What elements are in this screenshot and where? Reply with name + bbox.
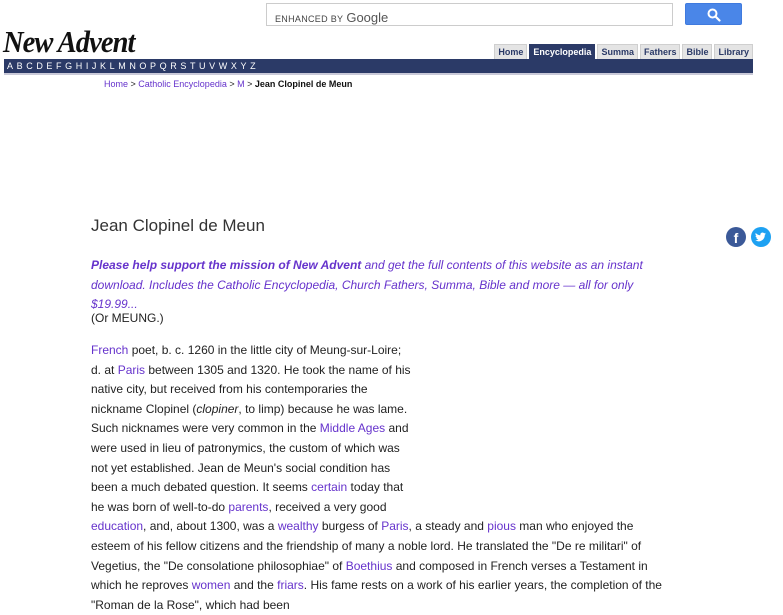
- support-notice-text: and get the full contents of this website as an instant download. Includes the Catholic Encyclopedia, Church Fathers, Summa, Bible and more — all for only $19.99...: [91, 258, 643, 312]
- breadcrumb-sep: >: [244, 79, 255, 89]
- alpha-link-c[interactable]: C: [26, 61, 33, 71]
- alpha-link-g[interactable]: G: [65, 61, 73, 71]
- facebook-icon[interactable]: f: [726, 227, 746, 247]
- nav-library[interactable]: Library: [714, 44, 753, 60]
- search-input[interactable]: [266, 3, 673, 26]
- link-education[interactable]: education: [91, 519, 144, 534]
- link-paris[interactable]: Paris: [117, 362, 146, 377]
- breadcrumb-sep: >: [226, 79, 238, 89]
- alpha-link-p[interactable]: P: [150, 61, 157, 71]
- link-french[interactable]: French: [91, 343, 129, 357]
- alpha-link-f[interactable]: F: [56, 61, 62, 71]
- alpha-link-u[interactable]: U: [199, 61, 206, 71]
- breadcrumb-home[interactable]: Home: [104, 79, 129, 89]
- twitter-bird-icon: [751, 227, 771, 247]
- link-pious[interactable]: pious: [487, 519, 516, 534]
- alpha-link-m[interactable]: M: [118, 61, 126, 71]
- site-logo[interactable]: New Advent: [3, 24, 135, 59]
- alpha-link-r[interactable]: R: [170, 61, 177, 71]
- alpha-link-a[interactable]: A: [7, 61, 14, 71]
- text: , a steady and: [408, 519, 488, 534]
- search-button[interactable]: [685, 3, 742, 25]
- page-title: Jean Clopinel de Meun: [91, 216, 265, 235]
- text: poet, b. c. 1260 in the little city of Meung-sur-Loire; d. at: [91, 343, 402, 377]
- alpha-link-k[interactable]: K: [100, 61, 107, 71]
- alpha-link-y[interactable]: Y: [240, 61, 247, 71]
- breadcrumb-encyclopedia[interactable]: Catholic Encyclopedia: [138, 79, 227, 89]
- alpha-link-s[interactable]: S: [180, 61, 187, 71]
- article-paragraph: [91, 341, 666, 615]
- twitter-icon[interactable]: [751, 227, 771, 247]
- nav-fathers[interactable]: Fathers: [640, 44, 681, 60]
- text: today that he was born of well-to-do: [91, 480, 404, 514]
- nav-bible[interactable]: Bible: [682, 44, 712, 60]
- text: and were used in lieu of patronymics, the custom of which was not yet established. Jean de Meun's social condition has been a much debated question. It seems: [91, 421, 409, 495]
- alpha-link-e[interactable]: E: [46, 61, 53, 71]
- text: . His fame rests on a work of his earlier years, the completion of the "Roman de la Rose", which had been: [91, 578, 662, 612]
- link-boethius[interactable]: Boethius: [345, 558, 393, 573]
- alpha-link-q[interactable]: Q: [159, 61, 167, 71]
- link-wealthy[interactable]: wealthy: [277, 519, 319, 534]
- breadcrumb-sep: >: [128, 79, 139, 89]
- text: , received a very good: [268, 499, 387, 514]
- alpha-link-b[interactable]: B: [16, 61, 23, 71]
- link-parents[interactable]: parents: [228, 499, 269, 514]
- nav-encyclopedia[interactable]: Encyclopedia: [529, 44, 595, 60]
- support-notice-bold: Please help support the mission of New Advent: [91, 258, 362, 272]
- text: man who enjoyed the esteem of his fellow citizens and the friendship of many a noble lord. He translated the "De re militari" of Vegetius, the "De consolatione philosophiae" of: [91, 519, 642, 573]
- breadcrumb-current: Jean Clopinel de Meun: [254, 79, 353, 89]
- alpha-link-w[interactable]: W: [218, 61, 228, 71]
- alpha-link-j[interactable]: J: [91, 61, 97, 71]
- alpha-link-i[interactable]: I: [85, 61, 89, 71]
- text: and composed in French verses a Testament in which he reproves: [91, 558, 648, 593]
- text: , to limp) because he was lame. Such nicknames were very common in the: [91, 401, 408, 436]
- alpha-link-x[interactable]: X: [230, 61, 237, 71]
- link-certain[interactable]: certain: [311, 480, 348, 495]
- text-italic: clopiner: [196, 401, 239, 416]
- nav-summa[interactable]: Summa: [597, 44, 638, 60]
- alpha-link-d[interactable]: D: [36, 61, 43, 71]
- alpha-link-n[interactable]: N: [129, 61, 136, 71]
- support-notice[interactable]: [91, 256, 666, 315]
- alphabet-bar: [4, 59, 753, 75]
- alpha-link-t[interactable]: T: [189, 61, 196, 71]
- alpha-link-o[interactable]: O: [139, 61, 147, 71]
- link-friars[interactable]: friars: [277, 578, 304, 593]
- nav-home[interactable]: Home: [494, 44, 527, 60]
- search-icon: [707, 8, 721, 22]
- text: burgess of: [318, 519, 382, 534]
- link-paris[interactable]: Paris: [381, 519, 409, 534]
- alpha-link-z[interactable]: Z: [250, 61, 256, 71]
- text: between 1305 and 1320. He took the name of his native city, but received from his contemporaries the nickname Clopinel (: [91, 362, 411, 416]
- search-placeholder: ENHANCED BY Google: [275, 10, 389, 25]
- alias-text: (Or MEUNG.): [91, 311, 164, 325]
- alpha-link-h[interactable]: H: [75, 61, 83, 71]
- alpha-link-l[interactable]: L: [109, 61, 115, 71]
- link-middle-ages[interactable]: Middle Ages: [319, 421, 386, 436]
- text: , and, about 1300, was a: [143, 519, 278, 534]
- alpha-link-v[interactable]: V: [209, 61, 216, 71]
- link-women[interactable]: women: [191, 578, 231, 593]
- breadcrumb: [104, 79, 352, 89]
- text: and the: [230, 578, 278, 593]
- top-nav: [494, 44, 753, 60]
- breadcrumb-letter[interactable]: M: [237, 79, 245, 89]
